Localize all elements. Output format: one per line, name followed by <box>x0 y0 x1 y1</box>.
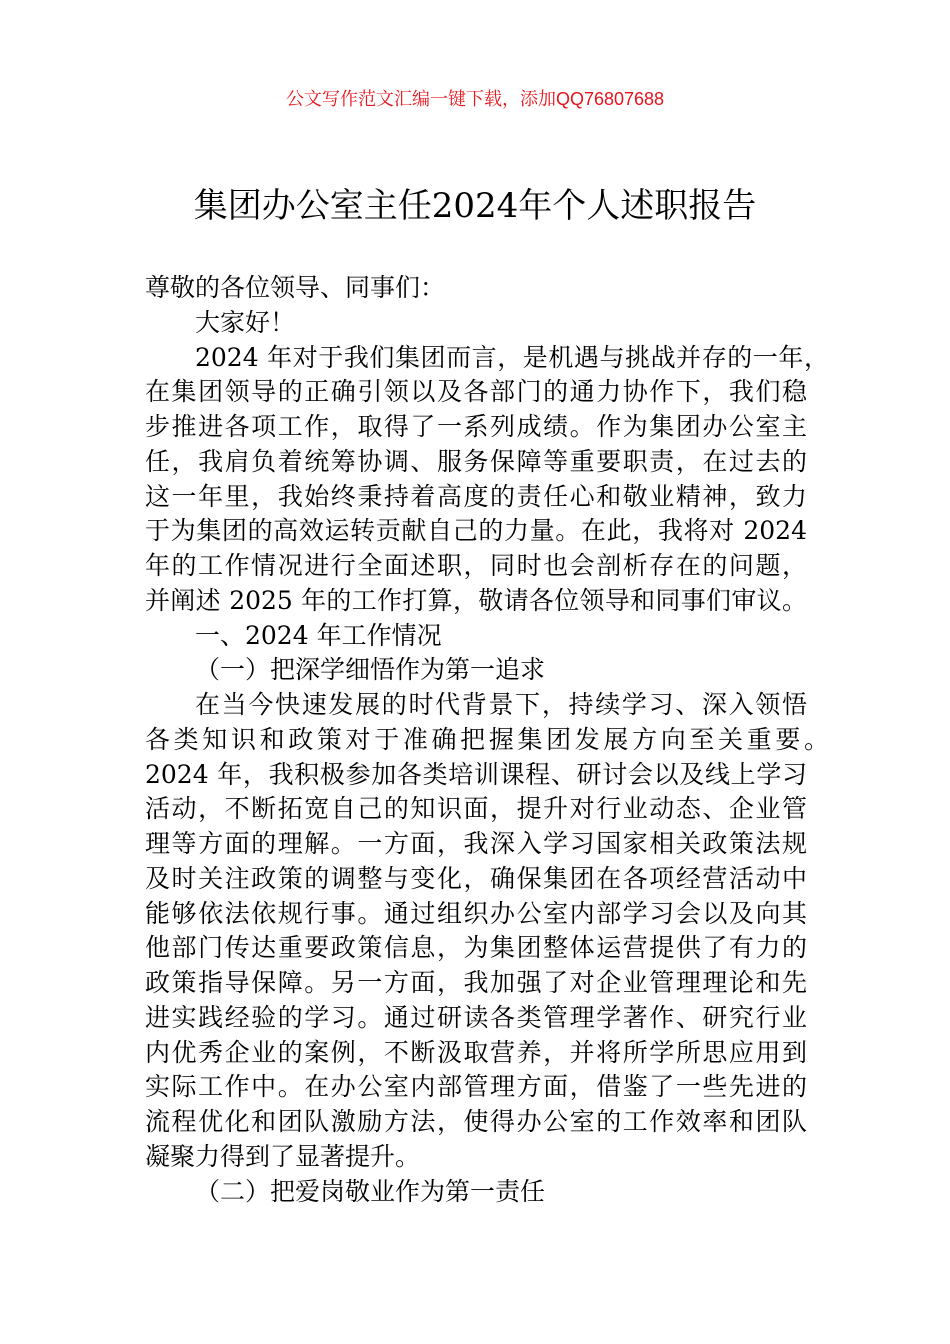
text-line: 大家好！ <box>195 307 296 337</box>
text-line: 能够依法依规行事。通过组织办公室内部学习会以及向其 <box>145 898 807 928</box>
text-line: 活动，不断拓宽自己的知识面，提升对行业动态、企业管 <box>145 794 807 824</box>
text-line: 2024 年对于我们集团而言，是机遇与挑战并存的一年， <box>195 342 829 372</box>
text-line: 这一年里，我始终秉持着高度的责任心和敬业精神，致力 <box>145 481 807 511</box>
text-line: 凝聚力得到了显著提升。 <box>145 1141 421 1171</box>
text-line: 实际工作中。在办公室内部管理方面，借鉴了一些先进的 <box>145 1072 807 1102</box>
text-line: 流程优化和团队激励方法，使得办公室的工作效率和团队 <box>145 1107 807 1136</box>
text-line: 内优秀企业的案例，不断汲取营养，并将所学所思应用到 <box>145 1037 807 1067</box>
text-line: 各类知识和政策对于准确把握集团发展方向至关重要。 <box>145 724 829 754</box>
text-line: 年的工作情况进行全面述职，同时也会剖析存在的问题， <box>145 551 807 580</box>
text-line: 尊敬的各位领导、同事们： <box>145 273 446 302</box>
text-line: 一、2024 年工作情况 <box>195 620 442 650</box>
text-line: 理等方面的理解。一方面，我深入学习国家相关政策法规 <box>145 829 807 858</box>
text-line: 于为集团的高效运转贡献自己的力量。在此，我将对 2024 <box>145 516 807 546</box>
download-banner: 公文写作范文汇编一键下载，添加QQ76807688 <box>285 89 665 109</box>
text-line: 2024 年，我积极参加各类培训课程、研讨会以及线上学习 <box>145 759 807 789</box>
text-line: 他部门传达重要政策信息，为集团整体运营提供了有力的 <box>145 933 807 963</box>
text-line: （二）把爱岗敬业作为第一责任 <box>195 1176 546 1206</box>
text-line: 在当今快速发展的时代背景下，持续学习、深入领悟 <box>195 690 807 719</box>
text-line: 在集团领导的正确引领以及各部门的通力协作下，我们稳 <box>145 377 807 407</box>
text-line: （一）把深学细悟作为第一追求 <box>195 655 546 685</box>
document-body <box>145 271 829 1209</box>
text-line: 任，我肩负着统筹协调、服务保障等重要职责，在过去的 <box>145 446 807 476</box>
document-title: 集团办公室主任2024年个人述职报告 <box>193 186 757 226</box>
text-line: 政策指导保障。另一方面，我加强了对企业管理理论和先 <box>145 968 807 997</box>
text-line: 及时关注政策的调整与变化，确保集团在各项经营活动中 <box>145 863 807 893</box>
text-line: 步推进各项工作，取得了一系列成绩。作为集团办公室主 <box>145 412 807 441</box>
text-line: 并阐述 2025 年的工作打算，敬请各位领导和同事们审议。 <box>145 585 807 615</box>
text-line: 进实践经验的学习。通过研读各类管理学著作、研究行业 <box>145 1002 807 1032</box>
